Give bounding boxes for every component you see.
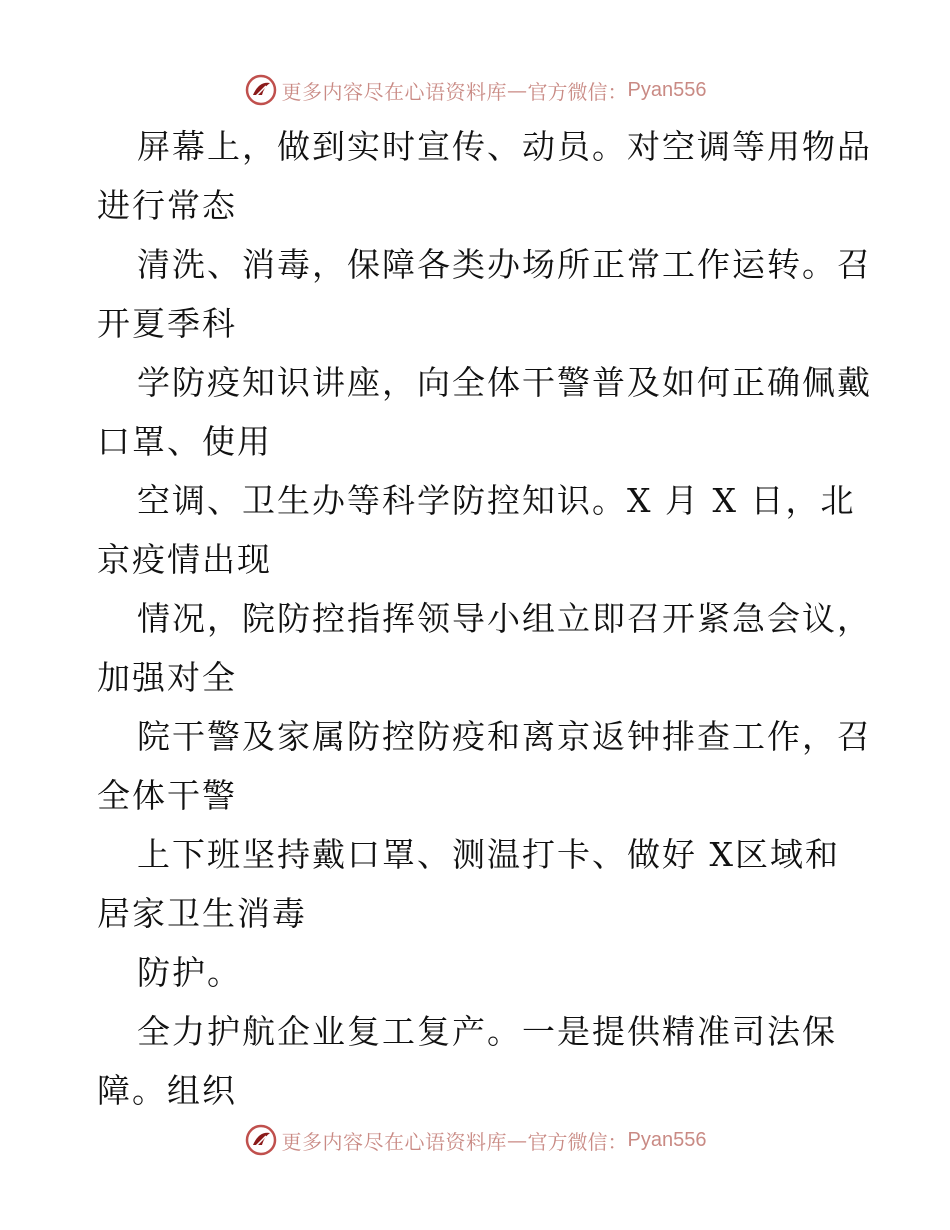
text-line: 障。组织 [97,1071,237,1110]
text-line: 全体干警 [97,776,237,815]
text-line: 院干警及家属防控防疫和离京返钟排查工作，召 [137,717,872,756]
text-line: 上下班坚持戴口罩、测温打卡、做好 X区域和 [137,835,840,874]
watermark-text: 更多内容尽在心语资料库 [281,79,508,104]
watermark-dash: — [507,78,528,102]
text-line: 清洗、消毒，保障各类办场所正常工作运转。召 [137,245,872,284]
logo-icon [244,1123,278,1157]
watermark-dash: — [507,1128,528,1152]
text-line: 全力护航企业复工复产。一是提供精准司法保 [137,1012,837,1051]
text-line: 口罩、使用 [97,422,272,461]
watermark-wechat-id: Pyan556 [627,78,707,101]
watermark-wechat-label: 官方微信： [527,79,628,104]
footer-watermark [0,1120,950,1160]
text-line: 京疫情出现 [97,540,272,579]
watermark-wechat-label: 官方微信： [527,1129,628,1154]
text-line: 进行常态 [97,186,237,225]
header-watermark [0,70,950,110]
text-line: 居家卫生消毒 [97,894,307,933]
text-line: 开夏季科 [97,304,237,343]
watermark-text: 更多内容尽在心语资料库 [281,1129,508,1154]
text-line: 防护。 [137,953,242,992]
watermark-wechat-id: Pyan556 [627,1128,707,1151]
text-line: 加强对全 [97,658,237,697]
text-line: 空调、卫生办等科学防控知识。X 月 X 日，北 [137,481,856,520]
logo-icon [244,73,278,107]
text-line: 情况，院防控指挥领导小组立即召开紧急会议， [137,599,872,638]
text-line: 屏幕上，做到实时宣传、动员。对空调等用物品 [137,127,872,166]
document-body [97,117,872,1120]
text-line: 学防疫知识讲座，向全体干警普及如何正确佩戴 [137,363,872,402]
